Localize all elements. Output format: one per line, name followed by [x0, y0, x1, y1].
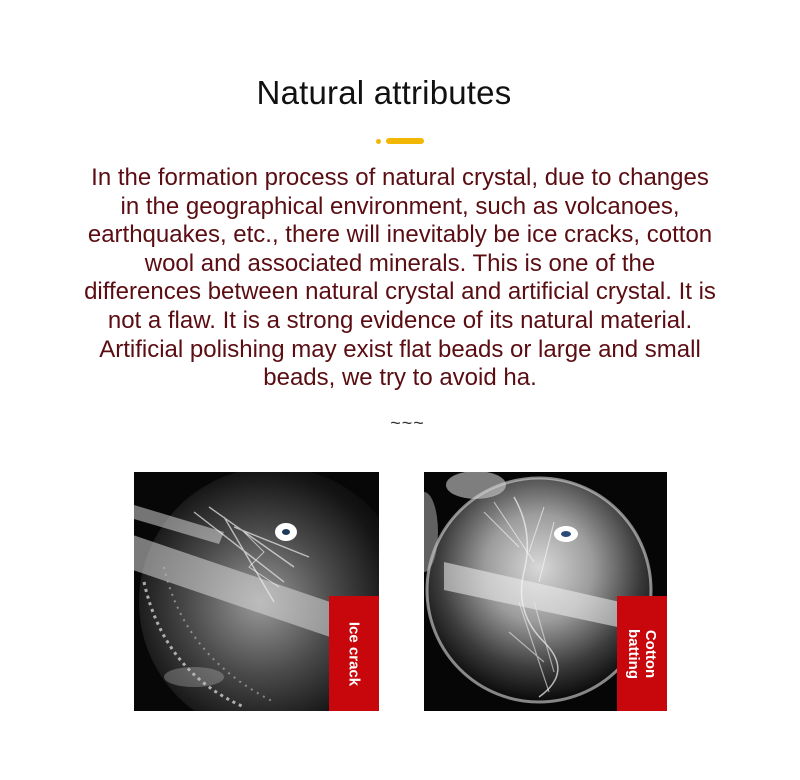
- label-ice-crack: [329, 596, 379, 711]
- accent-dot: [376, 139, 381, 144]
- label-ice-crack-text: Ice crack: [345, 621, 363, 686]
- accent-dash: [386, 138, 424, 144]
- section-title: Natural attributes: [256, 74, 512, 111]
- label-cotton-batting: [617, 596, 667, 711]
- title-decoration: [376, 138, 428, 144]
- tilde-divider: ~~~: [390, 413, 425, 433]
- description-text: In the formation process of natural crystal, due to changes in the geographical environment, such as volcanoes, earthquakes, etc., there will inevitably be ice cracks, cotton wool and associated minerals. This is one of the differences between natural crystal and artificial crystal. It is not a flaw. It is a strong evidence of its natural material. Artificial polishing may exist flat beads or large and small beads, we try to avoid ha.: [84, 164, 716, 392]
- label-cotton-batting-text: Cotton batting: [625, 628, 659, 679]
